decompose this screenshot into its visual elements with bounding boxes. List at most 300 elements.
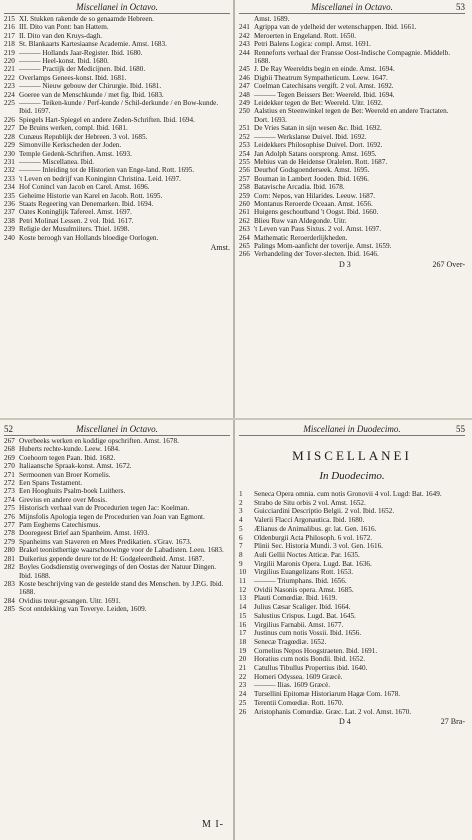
entry-text: Duikerius gepende deure tot de H: Godgeleerdheid. Amst. 1687. (19, 554, 205, 563)
page-header (4, 2, 230, 14)
entry-number: 247 (239, 82, 250, 91)
entry-text: Renneforts verhaal der Fransse Oost-Indische Compagnie. Middelb. 1688. (254, 48, 451, 66)
entry-number: 270 (4, 462, 15, 471)
entry-text: Oldenburgii Acta Philosoph. 6 vol. 1672. (254, 533, 373, 542)
entry-text: ——— Tegen Beissers Bet: Weereld. Ibid. 1694. (254, 90, 395, 99)
page-footer (4, 243, 230, 253)
entry-number: 219 (4, 48, 15, 57)
entry-text: Seneca Opera omnia. cum notis Gronovii 4 vol. Lugd: Bat. 1649. (254, 490, 442, 498)
entry-text: ——— Heel-konst. Ibid. 1680. (19, 57, 109, 66)
entry-text: Huberts rechte-kunde. Leew. 1684. (19, 445, 120, 454)
entry-number: 233 (4, 174, 15, 183)
entry-number: 17 (239, 629, 247, 638)
horizontal-gutter (0, 418, 472, 420)
catalogue-entry (4, 32, 230, 40)
entry-text: Mebius van de Heidense Oralelen. Rott. 1687. (254, 157, 388, 166)
catalogue-entry (4, 133, 230, 141)
catalogue-entry (4, 521, 230, 529)
catchword: 27 Bra- (440, 717, 465, 727)
page-bottom-right (239, 424, 465, 838)
catalogue-entry (4, 546, 230, 554)
entry-number: 251 (239, 124, 250, 133)
entry-number: 232 (4, 166, 15, 175)
catalogue-entry (4, 40, 230, 48)
catalogue-entry (4, 234, 230, 242)
entry-text: Virgilii Maronis Opera. Lugd. Bat. 1636. (254, 559, 372, 568)
catalogue-entry (239, 65, 465, 73)
section-title: MISCELLANEI (292, 448, 412, 463)
entry-number: 244 (239, 48, 250, 57)
entry-number: 234 (4, 183, 15, 192)
catalogue-entry (4, 529, 230, 537)
catalogue-entry (239, 699, 465, 708)
entry-number: 225 (4, 99, 15, 108)
entry-number: 273 (4, 487, 15, 496)
catalogue-entry (239, 516, 465, 525)
entry-number: 226 (4, 115, 15, 124)
entry-text: Plauti Comœdiæ. Ibid. 1619. (254, 594, 338, 603)
catalogue-entry (239, 99, 465, 107)
catalogue-entry (4, 496, 230, 504)
entry-number: 223 (4, 82, 15, 91)
entry-number: 269 (4, 453, 15, 462)
catalogue-entry (239, 82, 465, 90)
entry-text: 't Leven en bedrijf van Koninginn Christina. Leid. 1697. (19, 174, 181, 183)
catalogue-entry (239, 141, 465, 149)
entry-text: Virgilius Farnabii. Amst. 1677. (254, 620, 344, 629)
catalogue-entry (239, 603, 465, 612)
page-number-left: 52 (4, 424, 13, 434)
entry-text: Meroerten in Engeland. Rott. 1650. (254, 31, 357, 40)
entry-number: 272 (4, 479, 15, 488)
entry-number: 24 (239, 690, 247, 699)
entry-number: 285 (4, 605, 15, 614)
entry-text: Cornelius Nepos Hoogstraeten. Ibid. 1691. (254, 646, 378, 655)
catalogue-entry (4, 99, 230, 116)
entry-text: Ovidius treur-gesangen. Uitr. 1691. (19, 596, 121, 605)
entry-text: Corn: Nepos, van Hilarides. Leeuw. 1687. (254, 191, 376, 200)
entry-text: Plinii Sec. Historia Mundi. 3 vol. Gen. 1616. (254, 542, 383, 551)
catalogue-entry (4, 150, 230, 158)
entry-number: 237 (4, 208, 15, 217)
catalogue-entry (239, 655, 465, 664)
entry-text: Simonville Kerkscheden der Joden. (19, 141, 122, 150)
entry-text: ——— Teiken-kunde / Perf-kunde / Schil-derkunde / en Bow-kunde. Ibid. 1697. (19, 99, 219, 116)
running-title: Miscellanei in Duodecimo. (303, 424, 401, 434)
entry-text: ——— Ilias. 1609 Græcè. (254, 681, 331, 690)
entry-number: 8 (239, 550, 243, 559)
catalogue-entry (4, 597, 230, 605)
catalogue-entry (4, 538, 230, 546)
entry-text: Petri Balens Logica: compl. Amst. 1691. (254, 40, 371, 49)
entry-text: Justinus cum notis Vossii. Ibid. 1656. (254, 629, 362, 638)
catalogue-entry (4, 57, 230, 65)
entry-number: 6 (239, 533, 243, 542)
catalogue-entry (239, 507, 465, 516)
catalogue-entry (239, 629, 465, 638)
entry-text: Strabo de Situ orbis 2 vol. Amst. 1652. (254, 498, 366, 507)
entry-text: Valerii Flacci Argonautica. Ibid. 1680. (254, 516, 365, 525)
page-header (239, 424, 465, 436)
catalogue-entry (239, 586, 465, 595)
entry-number: 26 (239, 707, 247, 716)
entry-text: J. De Ray Weereldts begin en einde. Amst. 1694. (254, 65, 395, 74)
entry-text: Ovidii Nasonis opera. Amst. 1685. (254, 585, 354, 594)
entry-text: Staats Regeering van Denemarken. Ibid. 1694. (19, 199, 154, 208)
entry-number: 4 (239, 516, 243, 525)
catalogue-entry (239, 638, 465, 647)
entry-number: 279 (4, 537, 15, 546)
running-title: Miscellanei in Octavo. (76, 2, 158, 12)
entry-number (239, 15, 254, 23)
entry-text: Virgilius Euangelizans Rott. 1653. (254, 568, 354, 577)
entry-text: Julius Cæsar Scaliger. Ibid. 1664. (254, 603, 351, 612)
entry-number: 254 (239, 149, 250, 158)
entry-number: 18 (239, 637, 247, 646)
catalogue-entry (239, 175, 465, 183)
signature-mark: D 4 (339, 717, 351, 727)
catalogue-entry (239, 234, 465, 242)
entry-text: ——— Triumphans. Ibid. 1656. (254, 577, 347, 586)
entry-number: 5 (239, 524, 243, 533)
catalogue-entry (239, 560, 465, 569)
entry-number: 274 (4, 495, 15, 504)
entry-text: Bouman in Lambert Jooden. Ibid. 1696. (254, 174, 369, 183)
entry-number: 20 (239, 655, 247, 664)
catalogue-entry (239, 15, 465, 23)
entry-number: 224 (4, 90, 15, 99)
catalogue-entry (239, 525, 465, 534)
entry-number: 11 (239, 577, 246, 586)
catalogue-entry (239, 74, 465, 82)
catalogue-entry (239, 621, 465, 630)
catalogue-entry (239, 150, 465, 158)
entry-text: De Bruins werken, compl. Ibid. 1681. (19, 124, 128, 133)
entry-text: Leidekkers Philosophise Duivel. Dort. 1692. (254, 141, 383, 150)
catalogue-entry (239, 40, 465, 48)
catalogue-entry (239, 200, 465, 208)
entry-number: 245 (239, 65, 250, 74)
entry-number: 7 (239, 542, 243, 551)
entry-number: 262 (239, 216, 250, 225)
entry-number: 240 (4, 233, 15, 242)
catalogue-entry (239, 49, 465, 66)
entry-text: ——— Nieuw gebouw der Chirurgie. Ibid. 1681. (19, 82, 162, 91)
entry-text: ——— Werkslanse Duivel. Ibid. 1692. (254, 132, 367, 141)
entry-text: Hof Conincl van Jacob en Carel. Amst. 1696. (19, 183, 150, 192)
entry-number: 2 (239, 498, 243, 507)
entry-number: 9 (239, 559, 243, 568)
entry-text: ——— Hollands Jaar-Register. Ibid. 1680. (19, 48, 143, 57)
catalogue-entry (239, 612, 465, 621)
entry-number: 10 (239, 568, 247, 577)
running-title: Miscellanei in Octavo. (76, 424, 158, 434)
catalogue-entry (239, 664, 465, 673)
entry-text: XI. Stukken rakende de so genaamde Hebreen. (19, 15, 154, 23)
entry-text: Mathematic Reroerderlijkheden. (254, 233, 348, 242)
entry-text: Batavische Arcadia. Ibid. 1678. (254, 183, 345, 192)
entry-text: Pam Eeghems Catechismus. (19, 521, 101, 530)
catalogue-entry (4, 563, 230, 580)
entry-text: Leidekker tegen de Bet: Weereld. Uitr. 1692. (254, 99, 383, 108)
catalogue-entry (4, 175, 230, 183)
catalogue-entry (4, 555, 230, 563)
entry-number: 241 (239, 23, 250, 32)
catalogue-entry (239, 158, 465, 166)
entry-number: 261 (239, 208, 250, 217)
entry-text: Agrippa van de ydelheid der wetenschappen. Ibid. 1661. (254, 23, 417, 32)
catalogue-entry (239, 91, 465, 99)
entry-number: 257 (239, 174, 250, 183)
entry-number: 231 (4, 157, 15, 166)
entry-number: 282 (4, 563, 15, 572)
entry-text: Palings Mom-aanficht der toverije. Amst. 1659. (254, 241, 392, 250)
catalogue-entry (239, 594, 465, 603)
entry-text: III. Dito van Pont: ban Hattem. (19, 23, 109, 32)
catalogue-entry (4, 192, 230, 200)
entry-text: Coelman Catechisans vergift. 2 vol. Amst. 1692. (254, 82, 394, 91)
entry-number: 228 (4, 132, 15, 141)
entry-number: 238 (4, 216, 15, 225)
entry-text: Guicciardini Descriptio Belgii. 2 vol. Ibid. 1652. (254, 507, 395, 516)
entry-text: Huigens geschoutband 't Oogst. Ibid. 1660. (254, 208, 379, 217)
catchword: Amst. (210, 242, 230, 252)
catalogue-entry (239, 208, 465, 216)
entry-text: Dooregeest Brief aan Spanheim. Amst. 1693. (19, 529, 150, 538)
entry-text: Overbeeks werken en koddige opschriften. Amst. 1678. (19, 437, 179, 445)
entry-number: 276 (4, 512, 15, 521)
entry-number: 218 (4, 40, 15, 49)
catalogue-entry (239, 166, 465, 174)
section-subtitle: In Duodecimo. (319, 470, 385, 482)
entry-number: 220 (4, 57, 15, 66)
catalogue-entry (239, 490, 465, 499)
entry-number: 253 (239, 141, 250, 150)
catalogue-entry (4, 183, 230, 191)
page-footer (239, 260, 465, 270)
entry-number: 249 (239, 99, 250, 108)
catalogue-entry (4, 479, 230, 487)
entry-text: Temple Gedenk-Schriften. Amst. 1693. (19, 149, 132, 158)
entry-text: Boyles Godsdienstig overwegings of den Oostas der Natuur Dingen. Ibid. 1688. (19, 563, 217, 580)
page-bottom-left (4, 424, 230, 838)
catalogue-entry (239, 708, 465, 717)
entry-number: 235 (4, 191, 15, 200)
entry-text: Horatius cum notis Bondii. Ibid. 1652. (254, 655, 366, 664)
entry-number: 252 (239, 132, 250, 141)
page-number-right: 55 (456, 424, 465, 434)
catalogue-entry (4, 74, 230, 82)
catalogue-entry (239, 217, 465, 225)
running-title: Miscellanei in Octavo. (311, 2, 393, 12)
entry-number: 239 (4, 225, 15, 234)
entry-number: 21 (239, 664, 247, 673)
catalogue-entry (239, 23, 465, 31)
entry-number: 278 (4, 529, 15, 538)
entry-list (4, 437, 230, 614)
page-top-right (239, 2, 465, 414)
entry-number: 1 (239, 490, 243, 498)
catalogue-entry (4, 445, 230, 453)
entry-text: Overlamps Genees-konst. Ibid. 1681. (19, 73, 127, 82)
catalogue-entry (4, 471, 230, 479)
entry-text: Mijnsfolis Apologia tegen de Procedurien van Joan van Egmont. (19, 512, 205, 521)
catalogue-entry (4, 208, 230, 216)
entry-number: 221 (4, 65, 15, 74)
entry-text: St. Blankaarts Kartesiaanse Academie. Amst. 1683. (19, 40, 167, 49)
catalogue-entry (4, 513, 230, 521)
entry-text: ——— Miscellanea. Ibid. (19, 157, 95, 166)
entry-text: II. Dito van den Kruys-dagh. (19, 31, 103, 40)
entry-text: Verhandeling der Tover-slecten. Ibid. 1646. (254, 250, 379, 259)
entry-number: 250 (239, 107, 250, 116)
entry-text: Jan Adolph Satans oorsprong. Amst. 1695. (254, 149, 377, 158)
entry-number: 271 (4, 470, 15, 479)
entry-text: Coehoorn tegen Paan. Ibid. 1682. (19, 453, 116, 462)
vertical-gutter (233, 0, 235, 840)
entry-text: Grevius en andere over Mosis. (19, 495, 108, 504)
entry-number: 23 (239, 681, 247, 690)
entry-number: 260 (239, 199, 250, 208)
entry-list (239, 490, 465, 716)
entry-number: 25 (239, 698, 247, 707)
catalogue-entry (239, 690, 465, 699)
catalogue-entry (4, 504, 230, 512)
catalogue-entry (4, 200, 230, 208)
entry-number: 215 (4, 15, 15, 23)
entry-number: 266 (239, 250, 250, 259)
catalogue-entry (4, 116, 230, 124)
entry-number: 268 (4, 445, 15, 454)
entry-text: Koste beroogh van Hollands bloedige Oorlogen. (19, 233, 159, 242)
entry-number: 216 (4, 23, 15, 32)
entry-text: Catullus Tibullus Propertius ibid. 1640. (254, 664, 368, 673)
catalogue-entry (239, 250, 465, 258)
entry-text: Tursellini Epitomæ Historiarum Hagæ Com. 1678. (254, 690, 401, 699)
entry-number: 242 (239, 31, 250, 40)
page-header (239, 2, 465, 14)
entry-number: 248 (239, 90, 250, 99)
catalogue-entry (4, 605, 230, 613)
entry-text: Sermoonen van Broer Kornelis. (19, 470, 111, 479)
entry-text: Religie der Musulmiiters. Thiel. 1698. (19, 225, 130, 234)
catalogue-entry (4, 437, 230, 445)
catalogue-entry (4, 166, 230, 174)
catalogue-entry (4, 82, 230, 90)
entry-text: Aalstius en Steenwinkel tegen de Bet: Weereld en andere Tractaten. Dort. 1693. (254, 107, 449, 124)
entry-text: Een Spans Testament. (19, 479, 83, 488)
entry-text: Spiegels Hart-Spiegel en andere Zeden-Schriften. Ibid. 1694. (19, 115, 195, 124)
catalogue-entry (4, 217, 230, 225)
entry-text: Oates Koninglijk Tafereel. Amst. 1697. (19, 208, 132, 217)
entry-number: 22 (239, 672, 247, 681)
catalogue-entry (4, 225, 230, 233)
page-top-left (4, 2, 230, 414)
entry-number: 13 (239, 594, 247, 603)
catalogue-entry (239, 542, 465, 551)
entry-number: 222 (4, 73, 15, 82)
catalogue-entry (4, 487, 230, 495)
entry-text: Scot ontdekking van Toverye. Leiden, 1609. (19, 605, 147, 614)
catalogue-entry (4, 158, 230, 166)
entry-number: 259 (239, 191, 250, 200)
catalogue-entry (4, 462, 230, 470)
entry-number: 265 (239, 241, 250, 250)
entry-number: 12 (239, 585, 247, 594)
entry-text: Terentii Comœdiæ. Rott. 1670. (254, 698, 344, 707)
entry-text: Geheime Historie van Karel en Jacob. Rott. 1695. (19, 191, 163, 200)
entry-text: Goeree van de Menschkunde / met fig. Ibid. 1683. (19, 90, 164, 99)
entry-text: ——— Inleiding tot de Historien van Enge-land. Rott. 1695. (19, 166, 195, 175)
catalogue-entry (239, 499, 465, 508)
catalogue-entry (4, 454, 230, 462)
catalogue-entry (4, 65, 230, 73)
entry-text: Brakel teonisthertige waarschouwinge voor de Labadisten. Leeu. 1683. (19, 546, 224, 555)
catalogue-entry (4, 580, 230, 597)
signature-mark: D 3 (339, 259, 351, 269)
catalogue-entry (4, 15, 230, 23)
entry-number: 3 (239, 507, 243, 516)
entry-number: 229 (4, 141, 15, 150)
entry-number: 16 (239, 620, 247, 629)
entry-text: Montanus Reroerde Oceaan. Amst. 1656. (254, 199, 373, 208)
entry-text: Amst. 1689. (254, 15, 290, 23)
entry-list (239, 15, 465, 259)
entry-text: Historisch verhaal van de Procedurien tegen Jac: Koelman. (19, 504, 190, 513)
entry-number: 14 (239, 603, 247, 612)
entry-text: Koste beschrijving van de gestelde stand des Menschen. by J.P.G. Ibid. 1688. (19, 579, 224, 597)
page-footer (239, 717, 465, 727)
entry-text: Homeri Odyssea. 1609 Græcè. (254, 672, 343, 681)
entry-number: 255 (239, 157, 250, 166)
entry-number: 236 (4, 199, 15, 208)
catalogue-entry (239, 673, 465, 682)
catalogue-entry (239, 551, 465, 560)
entry-list (4, 15, 230, 242)
entry-number: 281 (4, 554, 15, 563)
entry-number: 256 (239, 166, 250, 175)
catalogue-entry (239, 242, 465, 250)
entry-number: 264 (239, 233, 250, 242)
entry-text: Auli Gellii Noctes Atticæ. Par. 1635. (254, 550, 360, 559)
entry-number: 243 (239, 40, 250, 49)
entry-text: Een Hooghuits Psalm-boek Luithers. (19, 487, 126, 496)
catchword: 267 Over- (432, 259, 465, 269)
entry-text: Italiaansche Spraak-konst. Amst. 1672. (19, 462, 132, 471)
catalogue-entry (4, 124, 230, 132)
catalogue-entry (239, 133, 465, 141)
entry-text: Deurhof Godsgoenderseek. Amst. 1695. (254, 166, 370, 175)
entry-text: Aristophanis Comœdiæ. Græc. Lat. 2 vol. Amst. 1670. (254, 707, 412, 716)
entry-text: Ælianus de Animalibus. gr. lat. Gen. 1616. (254, 524, 377, 533)
catalogue-entry (239, 647, 465, 656)
catalogue-entry (4, 141, 230, 149)
catalogue-entry (239, 107, 465, 124)
entry-number: 284 (4, 596, 15, 605)
entry-text: Digbii Theatrum Sympatheticum. Leew. 1647. (254, 73, 388, 82)
entry-number: 246 (239, 73, 250, 82)
entry-number: 227 (4, 124, 15, 133)
entry-text: Blieu Ruw van Aldegonde. Uitr. (254, 216, 347, 225)
catalogue-entry (239, 568, 465, 577)
entry-number: 217 (4, 31, 15, 40)
catalogue-entry (239, 681, 465, 690)
catalogue-entry (239, 534, 465, 543)
catalogue-entry (239, 32, 465, 40)
catalogue-entry (239, 225, 465, 233)
entry-number: 283 (4, 579, 15, 588)
entry-number: 19 (239, 646, 247, 655)
